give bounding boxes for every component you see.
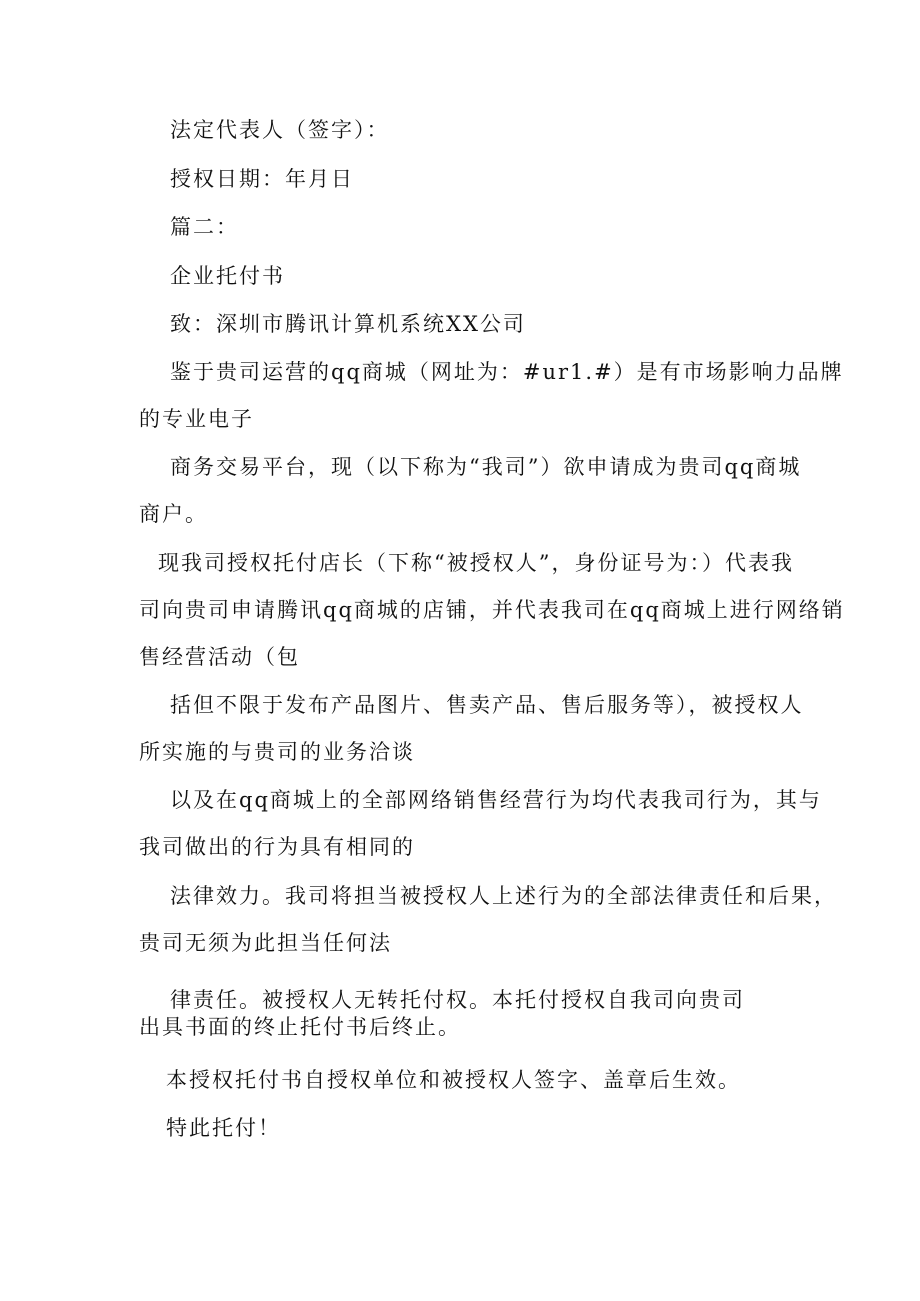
paragraph-line: 我司做出的行为具有相同的 (139, 835, 415, 859)
part-two-heading: 篇二： (170, 215, 239, 239)
paragraph-line: 以及在qq商城上的全部网络销售经营行为均代表我司行为，其与 (170, 788, 822, 812)
paragraph-line: 法律效力。我司将担当被授权人上述行为的全部法律责任和后果， (170, 884, 837, 908)
paragraph-line: 所实施的与贵司的业务洽谈 (139, 740, 415, 764)
paragraph-line: 律责任。被授权人无转托付权。本托付授权自我司向贵司 (170, 988, 745, 1012)
paragraph-line: 售经营活动（包 (139, 645, 300, 669)
paragraph-line: 商务交易平台，现（以下称为“我司”）欲申请成为贵司qq商城 (170, 455, 802, 479)
legal-representative-signature-line: 法定代表人（签字）： (170, 118, 390, 142)
authorization-date-line: 授权日期：年月日 (170, 167, 354, 191)
paragraph-line: 现我司授权托付店长（下称“被授权人”，身份证号为：）代表我 (158, 551, 794, 575)
paragraph-line: 出具书面的终止托付书后终止。 (139, 1015, 461, 1039)
closing-line: 特此托付！ (166, 1116, 281, 1140)
paragraph-line: 贵司无须为此担当任何法 (139, 931, 392, 955)
paragraph-line: 商户。 (139, 502, 208, 526)
paragraph-line: 司向贵司申请腾讯qq商城的店铺，并代表我司在qq商城上进行网络销 (139, 598, 845, 622)
paragraph-line: 鉴于贵司运营的qq商城（网址为：#ur1.#）是有市场影响力品牌 (170, 360, 844, 384)
addressee-line: 致：深圳市腾讯计算机系统XX公司 (170, 312, 526, 336)
paragraph-line: 的专业电子 (139, 407, 254, 431)
effective-clause-line: 本授权托付书自授权单位和被授权人签字、盖章后生效。 (166, 1068, 741, 1092)
paragraph-line: 括但不限于发布产品图片、售卖产品、售后服务等），被授权人 (170, 693, 804, 717)
document-title: 企业托付书 (170, 264, 285, 288)
